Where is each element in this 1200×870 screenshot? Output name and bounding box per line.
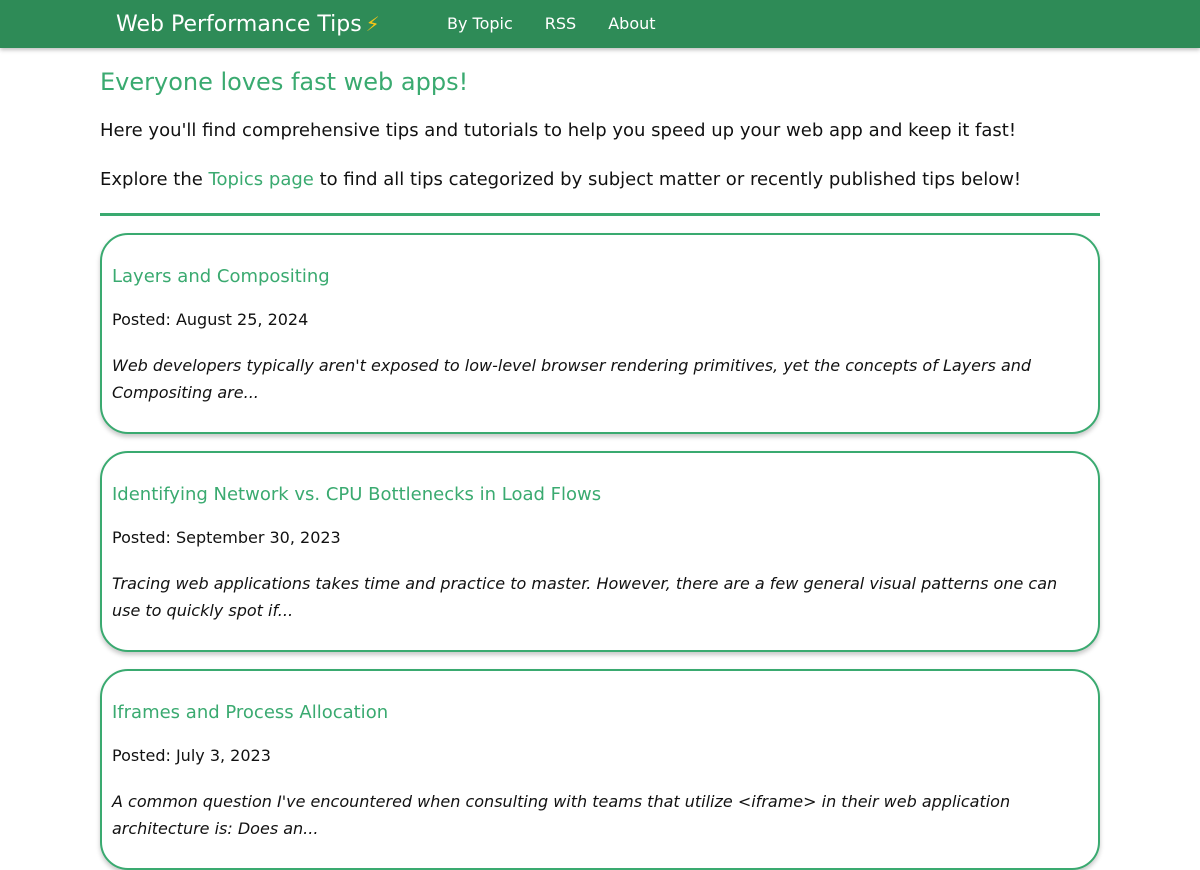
site-brand-link[interactable] bbox=[116, 11, 380, 38]
post-title-link[interactable]: Identifying Network vs. CPU Bottlenecks in Load Flows bbox=[112, 484, 602, 505]
site-header bbox=[0, 0, 1200, 48]
topics-page-link[interactable]: Topics page bbox=[208, 169, 314, 190]
nav-link-rss[interactable]: RSS bbox=[544, 14, 577, 33]
post-title-link[interactable]: Iframes and Process Allocation bbox=[112, 702, 389, 723]
section-divider bbox=[100, 213, 1100, 216]
intro-text: Here you'll find comprehensive tips and tutorials to help you speed up your web app and keep it fast! bbox=[100, 120, 1017, 141]
post-card bbox=[100, 451, 1100, 652]
post-date: Posted: September 30, 2023 bbox=[112, 528, 341, 547]
post-card bbox=[100, 669, 1100, 870]
page-title: Everyone loves fast web apps! bbox=[100, 68, 469, 96]
explore-suffix: to find all tips categorized by subject matter or recently published tips below! bbox=[313, 169, 1022, 190]
main-content bbox=[100, 48, 1100, 870]
lightning-bolt-icon: ⚡ bbox=[365, 12, 380, 36]
post-date: Posted: August 25, 2024 bbox=[112, 310, 309, 329]
post-excerpt: Web developers typically aren't exposed to low-level browser rendering primitives, yet the concepts of Layers and Compositing are... bbox=[112, 356, 1032, 402]
nav-link-by-topic[interactable]: By Topic bbox=[447, 14, 513, 33]
site-brand-title: Web Performance Tips bbox=[116, 12, 362, 37]
post-excerpt: Tracing web applications takes time and practice to master. However, there are a few general visual patterns one can use to quickly spot if... bbox=[112, 574, 1058, 620]
post-date: Posted: July 3, 2023 bbox=[112, 746, 271, 765]
main-nav bbox=[447, 14, 688, 34]
post-title-link[interactable]: Layers and Compositing bbox=[112, 266, 330, 287]
post-excerpt: A common question I've encountered when consulting with teams that utilize <iframe> in their web application architecture is: Does an... bbox=[112, 792, 1011, 838]
explore-text bbox=[100, 169, 1100, 191]
post-card bbox=[100, 233, 1100, 434]
explore-prefix: Explore the bbox=[100, 169, 209, 190]
post-list bbox=[100, 233, 1100, 870]
nav-link-about[interactable]: About bbox=[608, 14, 656, 33]
